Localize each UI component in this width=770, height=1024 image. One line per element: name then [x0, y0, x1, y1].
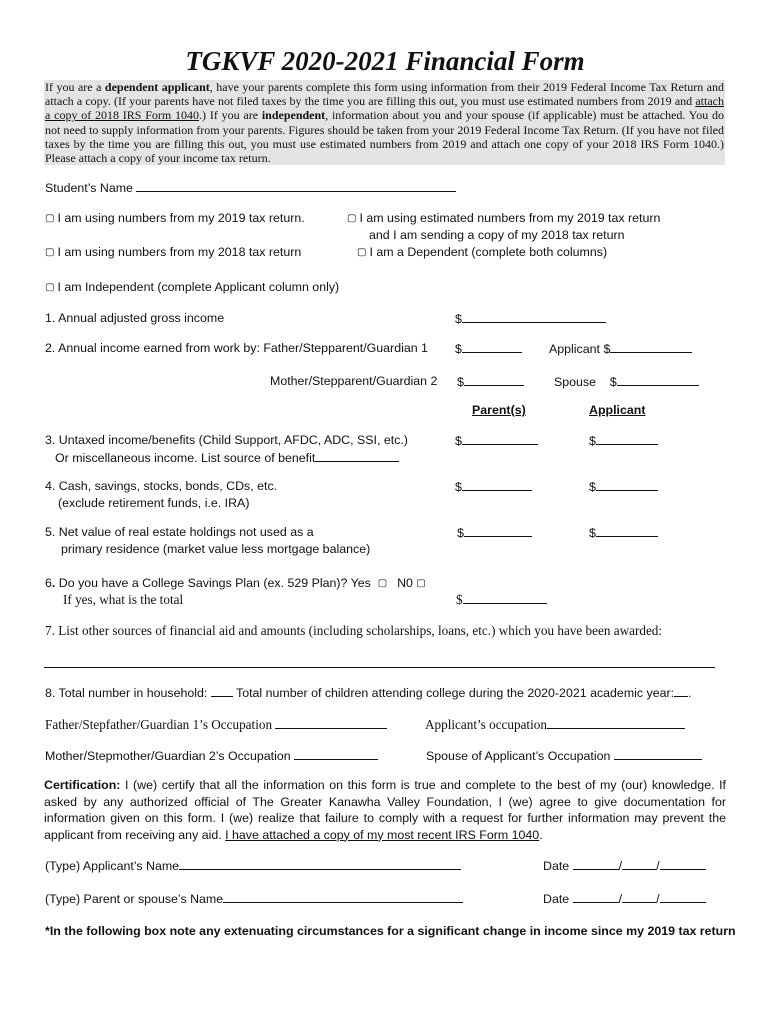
q2-mother-field[interactable] — [464, 374, 524, 386]
check-2018-label: I am using numbers from my 2018 tax return — [57, 245, 302, 259]
q8-row — [45, 685, 692, 700]
q5-applicant-field[interactable] — [596, 525, 658, 537]
date-day-field[interactable] — [622, 858, 656, 870]
dollar-sign: $ — [456, 592, 463, 607]
column-header-parents: Parent(s) — [472, 403, 526, 417]
q1-label: 1. Annual adjusted gross income — [45, 311, 225, 325]
extenuating-circumstances-note: *In the following box note any extenuating circumstances for a significant change in income since my 2019 tax return — [45, 924, 736, 938]
intro-instructions — [44, 80, 725, 165]
applicant-occupation-field[interactable] — [547, 717, 685, 729]
dollar-sign: $ — [455, 480, 462, 494]
q6-question — [45, 576, 429, 590]
certification-end: . — [539, 827, 543, 842]
dollar-sign: $ — [455, 342, 462, 356]
father-occupation — [45, 717, 387, 733]
applicant-date — [543, 858, 706, 873]
q8-end: . — [688, 686, 692, 700]
q5-label: 5. Net value of real estate holdings not used as a — [45, 525, 314, 539]
father-occupation-label: Father/Stepfather/Guardian 1’s Occupation — [45, 717, 276, 732]
q2-applicant-label: Applicant — [549, 342, 600, 356]
applicant-occupation — [425, 717, 685, 733]
mother-occupation — [45, 748, 378, 763]
parent-name-row — [45, 891, 463, 906]
q2-label: 2. Annual income earned from work by: Father/Stepparent/Guardian 1 — [45, 341, 428, 355]
check-dependent[interactable] — [357, 245, 607, 259]
checkbox-icon[interactable]: ▢ — [347, 213, 357, 224]
date-month-field[interactable] — [573, 858, 619, 870]
intro-text-4: , information about you and your spouse (if applicable) must be attached. You do not need to supply information from your parents. Figures should be taken from your 2019 Federal Income Tax Return. (If you have not filed taxes by the time you are filling this out, you must use estimated numbers from 2019 and attach one copy of your 2018 IRS Form 1040.) Please attach a copy of your income tax return. — [45, 108, 724, 166]
q4-note: (exclude retirement funds, i.e. IRA) — [58, 496, 250, 510]
checkbox-icon[interactable]: ▢ — [45, 247, 55, 258]
dollar-sign: $ — [589, 526, 596, 540]
q2-spouse-field[interactable] — [617, 374, 699, 386]
q2-spouse-label: Spouse — [554, 375, 597, 389]
applicant-occupation-label: Applicant’s occupation — [425, 717, 547, 732]
intro-attach-link: attach a copy of 2018 IRS Form 1040 — [45, 94, 724, 123]
q7-answer-line[interactable] — [44, 667, 715, 668]
q1-amount-field[interactable] — [462, 311, 606, 323]
date-slash: / — [656, 859, 660, 873]
check-2019-label: I am using numbers from my 2019 tax return. — [57, 211, 305, 225]
check-2018-tax-return[interactable] — [45, 245, 301, 259]
column-header-applicant: Applicant — [589, 403, 646, 417]
dollar-sign: $ — [589, 480, 596, 494]
q3-misc — [55, 450, 399, 465]
check-independent-label: I am Independent (complete Applicant column only) — [57, 280, 340, 294]
q3-misc-label: Or miscellaneous income. List source of benefit — [55, 451, 316, 465]
q2-mother-label: Mother/Stepparent/Guardian 2 — [270, 374, 438, 388]
q3-applicant-amount — [589, 433, 658, 448]
date-month-field[interactable] — [573, 891, 619, 903]
spouse-occupation — [426, 748, 702, 763]
q2-mother-amount — [457, 374, 524, 389]
intro-text-3: .) If you are — [199, 108, 262, 123]
form-title: TGKVF 2020-2021 Financial Form — [185, 46, 585, 76]
dollar-sign: $ — [457, 375, 464, 389]
dollar-sign: $ — [589, 434, 596, 448]
check-estimated-2019[interactable] — [347, 211, 660, 225]
check-estimated-line2: and I am sending a copy of my 2018 tax return — [369, 228, 625, 242]
q5-applicant-amount — [589, 525, 658, 540]
certification-block — [44, 777, 726, 843]
check-independent[interactable] — [45, 280, 339, 294]
intro-dependent: dependent applicant — [104, 80, 210, 94]
dollar-sign: $ — [455, 434, 462, 448]
q5-parents-amount — [457, 525, 532, 540]
check-2019-tax-return[interactable] — [45, 211, 305, 225]
applicant-name-label: (Type) Applicant’s Name — [45, 859, 180, 873]
q5-parents-field[interactable] — [464, 525, 532, 537]
spouse-occupation-field[interactable] — [614, 748, 702, 760]
dollar-sign: $ — [457, 526, 464, 540]
q6-no-label: N0 — [397, 576, 413, 590]
checkbox-icon[interactable]: ▢ — [45, 282, 55, 293]
q6-total-field[interactable] — [463, 592, 547, 604]
q4-applicant-field[interactable] — [596, 479, 658, 491]
q6-number: 6 — [45, 576, 52, 590]
q6-total-amount — [456, 592, 547, 608]
q8-college-label: Total number of children attending college during the 2020-2021 academic year: — [232, 686, 675, 700]
check-dependent-label: I am a Dependent (complete both columns) — [369, 245, 608, 259]
q2-father-amount — [455, 341, 522, 356]
q6-dot: . — [51, 576, 56, 590]
q2-applicant — [549, 341, 692, 356]
spouse-occupation-label: Spouse of Applicant’s Occupation — [426, 749, 614, 763]
q6-total-label: If yes, what is the total — [63, 592, 184, 607]
date-slash: / — [618, 892, 623, 906]
certification-heading: Certification: — [44, 778, 121, 792]
q1-amount — [455, 311, 606, 326]
yes-checkbox-icon[interactable]: ▢ — [377, 578, 388, 589]
q7-label: 7. List other sources of financial aid and amounts (including scholarships, loans, etc.) which you have been awarded: — [45, 623, 663, 638]
q3-source-field[interactable] — [315, 450, 399, 462]
q3-parents-amount — [455, 433, 538, 448]
parent-name-label: (Type) Parent or spouse’s Name — [45, 892, 224, 906]
q2-father-field[interactable] — [462, 341, 522, 353]
q3-parents-field[interactable] — [462, 433, 538, 445]
q2-spouse — [554, 374, 699, 389]
intro-text-1: If you are a — [45, 80, 105, 94]
q4-parents-field[interactable] — [462, 479, 532, 491]
student-name-field[interactable] — [136, 180, 456, 192]
dollar-sign: $ — [603, 342, 611, 356]
date-year-field[interactable] — [660, 891, 706, 903]
date-year-field[interactable] — [660, 858, 706, 870]
q8-household-field[interactable] — [211, 685, 233, 697]
intro-independent: independent — [261, 108, 326, 123]
parent-name-field[interactable] — [223, 891, 463, 903]
student-name-row — [45, 180, 456, 195]
q8-household-label: 8. Total number in household: — [45, 686, 211, 700]
q3-applicant-field[interactable] — [596, 433, 658, 445]
intro-text-2: , have your parents complete this form using information from their 2019 Federal Income Tax Return and attach a copy. (If your parents have not filed taxes by the time you are filling this out, you must use estimated numbers from 2019 and — [45, 80, 725, 109]
certification-attached: I have attached a copy of my most recent IRS Form 1040 — [225, 827, 540, 842]
parent-date — [543, 891, 706, 906]
mother-occupation-field[interactable] — [294, 748, 378, 760]
date-label: Date — [543, 892, 573, 906]
applicant-name-row — [45, 858, 461, 873]
check-estimated-label: I am using estimated numbers from my 2019 tax return — [359, 211, 661, 225]
dollar-sign: $ — [609, 375, 617, 389]
applicant-name-field[interactable] — [179, 858, 461, 870]
q8-college-field[interactable] — [674, 685, 688, 697]
date-label: Date — [543, 859, 573, 873]
checkbox-icon[interactable]: ▢ — [45, 213, 55, 224]
date-slash: / — [618, 859, 623, 873]
q5-note: primary residence (market value less mortgage balance) — [61, 542, 371, 556]
student-name-label: Student’s Name — [45, 181, 137, 195]
checkbox-icon[interactable]: ▢ — [357, 247, 367, 258]
father-occupation-field[interactable] — [275, 717, 387, 729]
q4-parents-amount — [455, 479, 532, 494]
q3-label: 3. Untaxed income/benefits (Child Support, AFDC, ADC, SSI, etc.) — [45, 433, 408, 447]
mother-occupation-label: Mother/Stepmother/Guardian 2’s Occupation — [45, 749, 295, 763]
dollar-sign: $ — [455, 312, 462, 326]
q6-label: Do you have a College Savings Plan (ex. 529 Plan)? Yes — [55, 576, 371, 590]
q4-label: 4. Cash, savings, stocks, bonds, CDs, etc. — [45, 479, 278, 493]
date-day-field[interactable] — [622, 891, 656, 903]
no-checkbox-icon[interactable]: ▢ — [416, 578, 426, 589]
date-slash: / — [656, 892, 660, 906]
q2-applicant-field[interactable] — [610, 341, 692, 353]
q4-applicant-amount — [589, 479, 658, 494]
certification-text: I (we) certify that all the information on this form is true and complete to the best of my (our) knowledge. If asked by any authorized official of The Greater Kanawha Valley Foundation, I (we) agree to give documentation for information given on this form. I (we) realize that failure to comply with a request for further information may prevent the applicant from receiving any aid. — [44, 778, 726, 842]
